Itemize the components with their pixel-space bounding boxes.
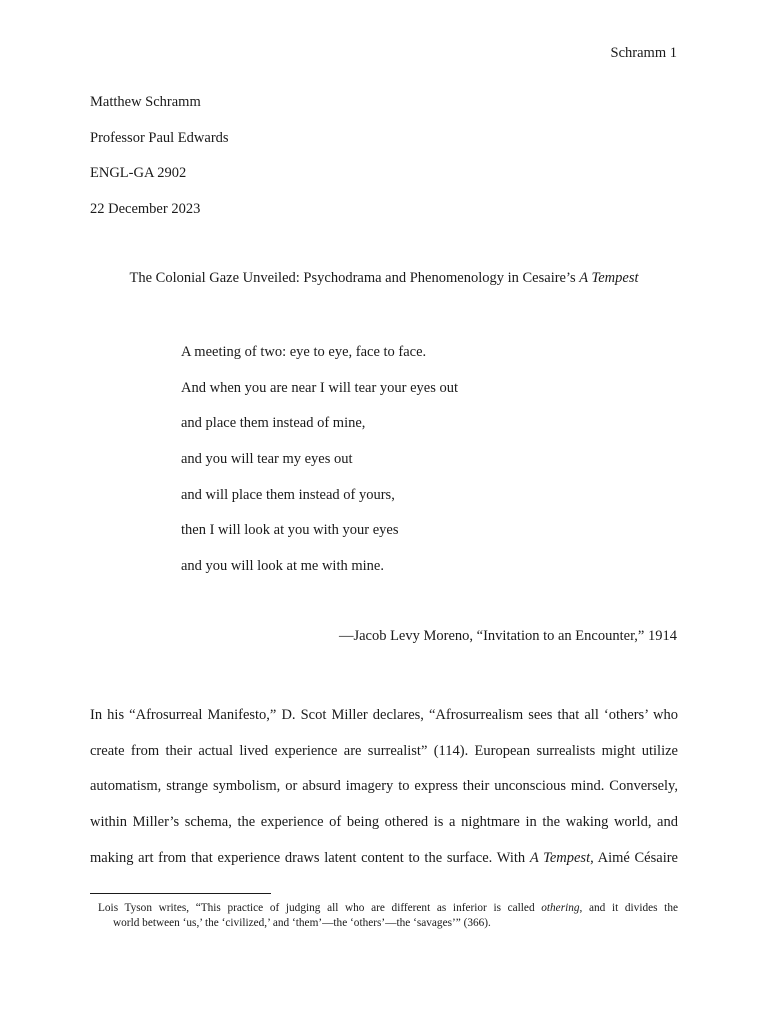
running-head: Schramm 1 <box>610 45 677 61</box>
paper-title <box>0 270 768 287</box>
footnote-text: , and it divides the <box>579 902 678 914</box>
footnote-text: Lois Tyson writes, “This practice of judging all who are different as inferior is called <box>98 902 542 914</box>
author-name: Matthew Schramm <box>90 94 201 110</box>
footnote-separator <box>90 893 271 894</box>
body-line <box>90 841 678 877</box>
body-line: within Miller’s schema, the experience of being othered is a nightmare in the waking world, and <box>90 814 678 831</box>
mla-heading <box>90 92 229 234</box>
footnote <box>90 901 678 931</box>
epigraph-poem <box>181 342 458 592</box>
epigraph-line: And when you are near I will tear your eyes out <box>181 379 459 396</box>
body-text-segment: , Aimé Césaire <box>590 849 678 866</box>
epigraph-line: and will place them instead of yours, <box>181 486 395 503</box>
body-paragraph <box>90 698 678 876</box>
title-main: The Colonial Gaze Unveiled: Psychodrama and Phenomenology in Cesaire’s <box>129 270 580 286</box>
instructor-name: Professor Paul Edwards <box>90 129 229 146</box>
body-line: automatism, strange symbolism, or absurd imagery to express their unconscious mind. Conversely, <box>90 778 678 795</box>
title-italic: A Tempest <box>579 270 639 286</box>
epigraph-line: and you will look at me with mine. <box>181 558 384 575</box>
epigraph-line: then I will look at you with your eyes <box>181 522 399 539</box>
body-line: create from their actual lived experience are surrealist” (114). European surrealists might utilize <box>90 742 678 759</box>
epigraph-line: A meeting of two: eye to eye, face to face. <box>181 344 427 360</box>
paper-date: 22 December 2023 <box>90 200 201 217</box>
footnote-italic: othering <box>541 902 580 914</box>
course-code: ENGL-GA 2902 <box>90 165 187 181</box>
body-italic-title: A Tempest <box>529 849 591 866</box>
epigraph-line: and you will tear my eyes out <box>181 451 353 468</box>
footnote-line: world between ‘us,’ the ‘civilized,’ and ‘them’—the ‘others’—the ‘savages’” (366). <box>113 917 491 929</box>
epigraph-attribution: —Jacob Levy Moreno, “Invitation to an Encounter,” 1914 <box>338 628 677 644</box>
body-text-segment: making art from that experience draws latent content to the surface. With <box>90 849 530 866</box>
body-line: In his “Afrosurreal Manifesto,” D. Scot Miller declares, “Afrosurrealism sees that all ‘others’ who <box>90 707 678 723</box>
footnote-line <box>90 901 678 916</box>
epigraph-line: and place them instead of mine, <box>181 415 366 432</box>
